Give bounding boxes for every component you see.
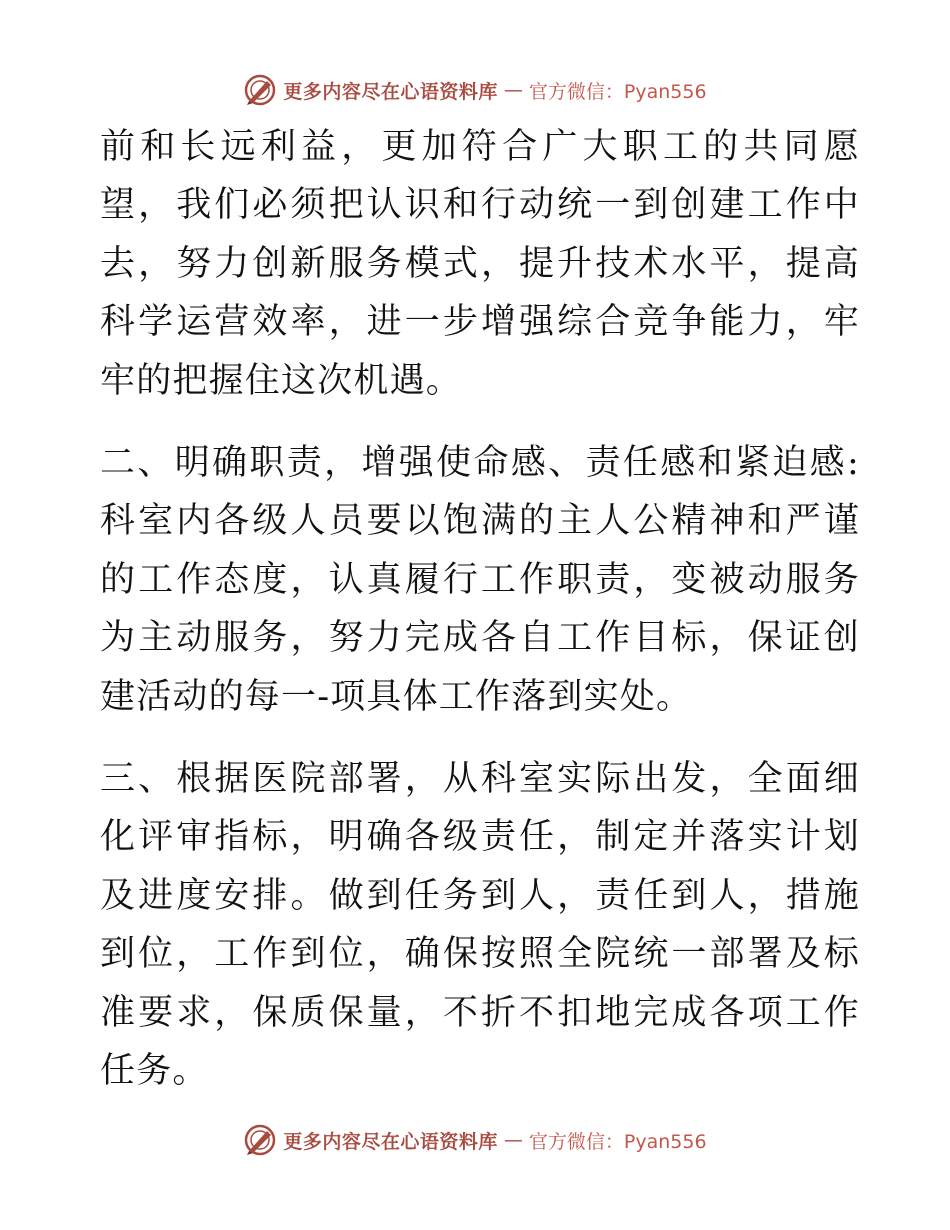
pen-logo-icon	[243, 73, 277, 107]
document-body	[100, 118, 860, 1101]
paragraph-3: 三、根据医院部署，从科室实际出发，全面细化评审指标，明确各级责任，制定并落实计划及进度安排。做到任务到人，责任到人，措施到位，工作到位，确保按照全院统一部署及标准要求，保质保量，不折不扣地完成各项工作任务。	[100, 759, 860, 1092]
paragraph-2: 二、明确职责，增强使命感、责任感和紧迫感:科室内各级人员要以饱满的主人公精神和严谨的工作态度，认真履行工作职责，变被动服务为主动服务，努力完成各自工作目标，保证创建活动的每一-项具体工作落到实处。	[100, 443, 860, 717]
footer-watermark	[0, 1120, 950, 1160]
paragraph-1: 前和长远利益，更加符合广大职工的共同愿望，我们必须把认识和行动统一到创建工作中去，努力创新服务模式，提升技术水平，提高科学运营效率，进一步增强综合竞争能力，牢牢的把握住这次机遇。	[100, 127, 860, 401]
watermark-separator: —	[503, 79, 523, 101]
watermark-wechat-text: 官方微信：Pyan556	[528, 1130, 707, 1153]
watermark-brand-text: 更多内容尽在心语资料库	[283, 80, 498, 103]
pen-logo-icon	[243, 1123, 277, 1157]
header-watermark	[0, 70, 950, 110]
watermark-brand-text: 更多内容尽在心语资料库	[283, 1130, 498, 1153]
watermark-separator: —	[503, 1129, 523, 1151]
watermark-wechat-text: 官方微信：Pyan556	[528, 80, 707, 103]
